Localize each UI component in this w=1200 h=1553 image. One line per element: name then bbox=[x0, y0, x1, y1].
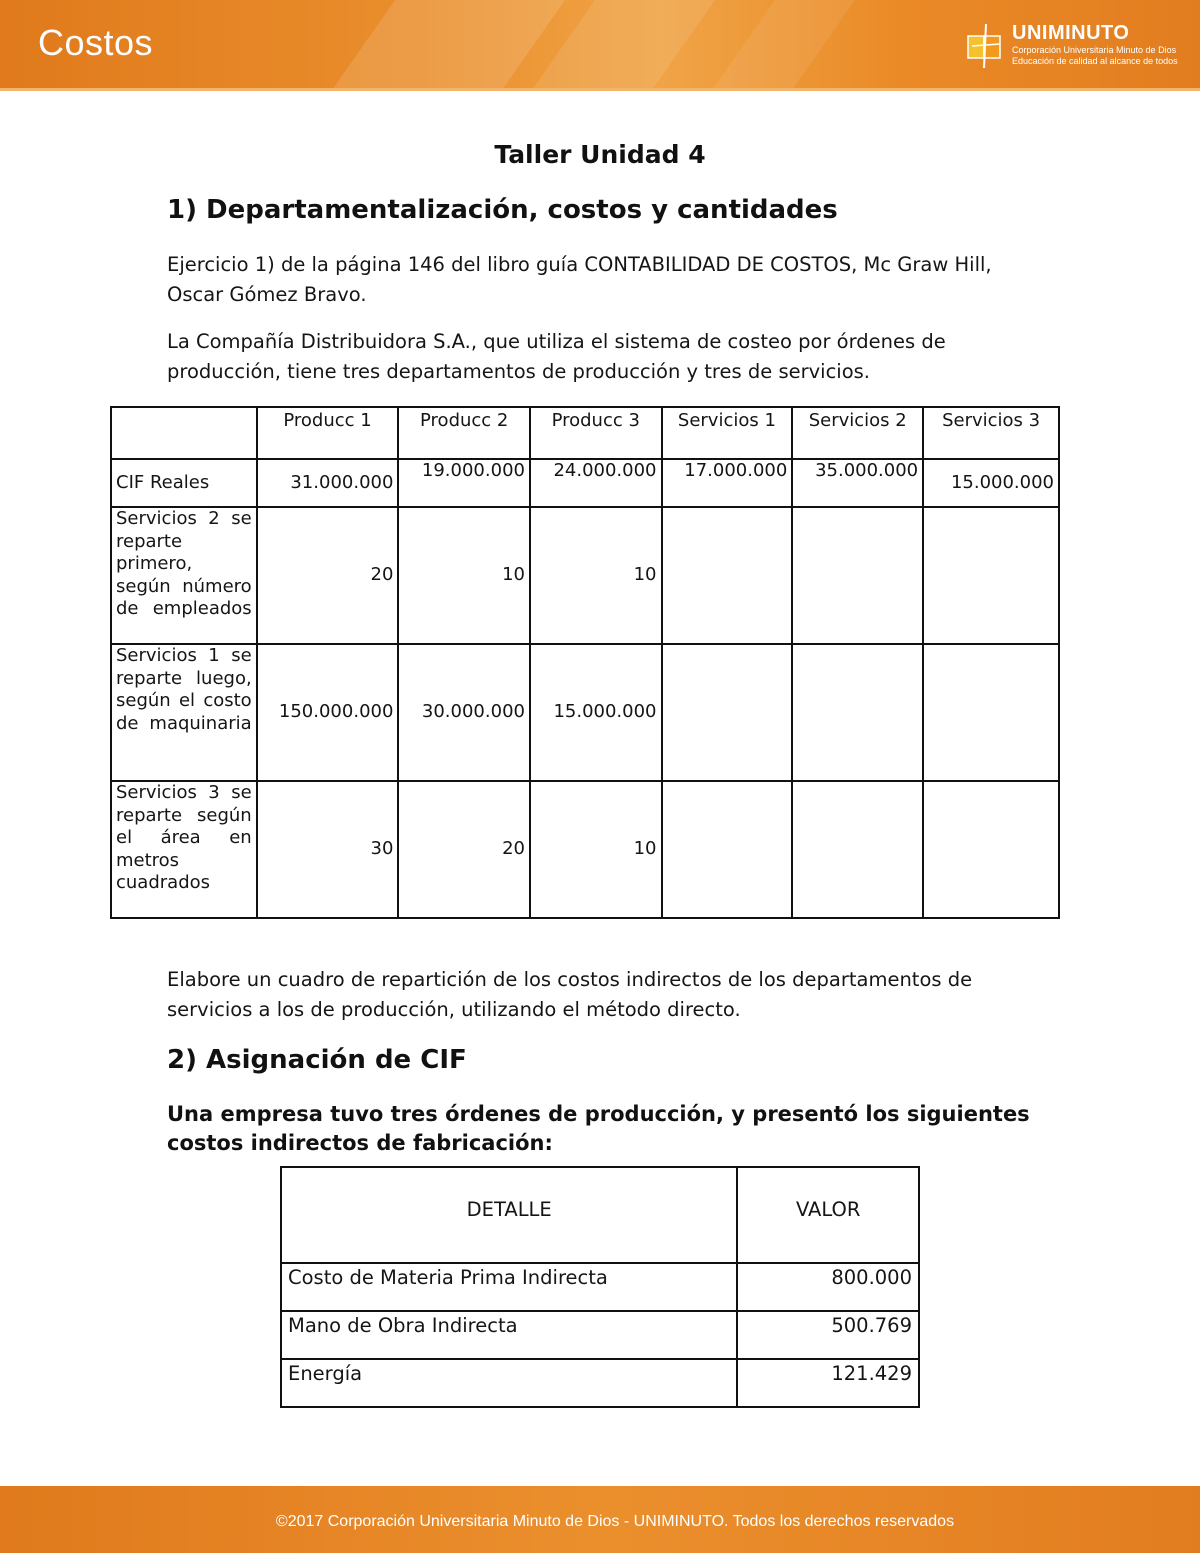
table-cell: 10 bbox=[398, 507, 530, 644]
row-label: Servicios 3 se reparte según el área en metros cuadrados bbox=[111, 781, 257, 918]
copyright-text: ©2017 Corporación Universitaria Minuto de Dios - UNIMINUTO. Todos los derechos reservados bbox=[275, 1513, 955, 1530]
section-1-paragraph-1: Ejercicio 1) de la página 146 del libro guía CONTABILIDAD DE COSTOS, Mc Graw Hill, Oscar Gómez Bravo. bbox=[167, 253, 992, 306]
value-cell: 500.769 bbox=[737, 1311, 919, 1359]
table-cell: 15.000.000 bbox=[530, 644, 662, 781]
header-cell: Producc 2 bbox=[398, 407, 530, 459]
table-cell bbox=[923, 507, 1059, 644]
row-label: CIF Reales bbox=[111, 459, 257, 507]
table-cell bbox=[662, 644, 793, 781]
table-cell: 10 bbox=[530, 781, 662, 918]
detail-cell: Energía bbox=[281, 1359, 737, 1407]
section-2-heading: 2) Asignación de CIF bbox=[167, 1045, 467, 1075]
value-cell: 800.000 bbox=[737, 1263, 919, 1311]
table-cell: 150.000.000 bbox=[257, 644, 399, 781]
section-2-intro: Una empresa tuvo tres órdenes de producción, y presentó los siguientes costos indirectos de fabricación: bbox=[167, 1102, 1030, 1155]
header-cell-valor: VALOR bbox=[737, 1167, 919, 1263]
table-header-row bbox=[111, 407, 1059, 459]
table-cell bbox=[792, 507, 923, 644]
row-label: Servicios 1 se reparte luego, según el costo de maquinaria bbox=[111, 644, 257, 781]
row-label: Servicios 2 se reparte primero, según número de empleados bbox=[111, 507, 257, 644]
section-1-heading: 1) Departamentalización, costos y cantidades bbox=[167, 195, 838, 225]
table-row bbox=[111, 781, 1059, 918]
header-cell bbox=[111, 407, 257, 459]
table-cell: 10 bbox=[530, 507, 662, 644]
section-1-paragraph-3: Elabore un cuadro de repartición de los costos indirectos de los departamentos de servicios a los de producción, utilizando el método directo. bbox=[167, 968, 973, 1021]
table-cell: 20 bbox=[398, 781, 530, 918]
table-header-row bbox=[281, 1167, 919, 1263]
detail-cell: Mano de Obra Indirecta bbox=[281, 1311, 737, 1359]
table-row bbox=[281, 1311, 919, 1359]
table-cell: 35.000.000 bbox=[792, 459, 923, 507]
table-row bbox=[281, 1359, 919, 1407]
table-cell: 17.000.000 bbox=[662, 459, 793, 507]
table-cell bbox=[662, 507, 793, 644]
table-cell bbox=[923, 644, 1059, 781]
course-title: Costos bbox=[38, 22, 154, 63]
table-cell bbox=[792, 781, 923, 918]
table-cell bbox=[792, 644, 923, 781]
document-title: Taller Unidad 4 bbox=[494, 140, 706, 169]
header-cell: Producc 3 bbox=[530, 407, 662, 459]
header-cell: Producc 1 bbox=[257, 407, 399, 459]
table-cell: 30 bbox=[257, 781, 399, 918]
header-cell: Servicios 1 bbox=[662, 407, 793, 459]
table-cell: 30.000.000 bbox=[398, 644, 530, 781]
table-cell: 31.000.000 bbox=[257, 459, 399, 507]
logo-subtitle: Corporación Universitaria Minuto de Dios bbox=[1012, 45, 1177, 55]
header-cell-detalle: DETALLE bbox=[281, 1167, 737, 1263]
table-row bbox=[111, 459, 1059, 507]
header-cell: Servicios 3 bbox=[923, 407, 1059, 459]
uniminuto-logo bbox=[962, 18, 1178, 74]
table-cell: 20 bbox=[257, 507, 399, 644]
departments-table bbox=[110, 406, 1060, 919]
logo-tagline: Educación de calidad al alcance de todos bbox=[1012, 56, 1178, 66]
table-cell: 15.000.000 bbox=[923, 459, 1059, 507]
cif-table bbox=[280, 1166, 920, 1408]
table-cell bbox=[662, 781, 793, 918]
logo-name: UNIMINUTO bbox=[1012, 22, 1130, 44]
header-cell: Servicios 2 bbox=[792, 407, 923, 459]
table-cell: 24.000.000 bbox=[530, 459, 662, 507]
table-row bbox=[111, 644, 1059, 781]
table-cell: 19.000.000 bbox=[398, 459, 530, 507]
page-header bbox=[0, 0, 1200, 88]
section-1-paragraph-2: La Compañía Distribuidora S.A., que utiliza el sistema de costeo por órdenes de producción, tiene tres departamentos de producción y tres de servicios. bbox=[167, 330, 946, 383]
uniminuto-emblem-icon bbox=[966, 22, 1006, 70]
table-row bbox=[281, 1263, 919, 1311]
value-cell: 121.429 bbox=[737, 1359, 919, 1407]
table-cell bbox=[923, 781, 1059, 918]
detail-cell: Costo de Materia Prima Indirecta bbox=[281, 1263, 737, 1311]
table-row bbox=[111, 507, 1059, 644]
header-divider bbox=[0, 88, 1200, 91]
